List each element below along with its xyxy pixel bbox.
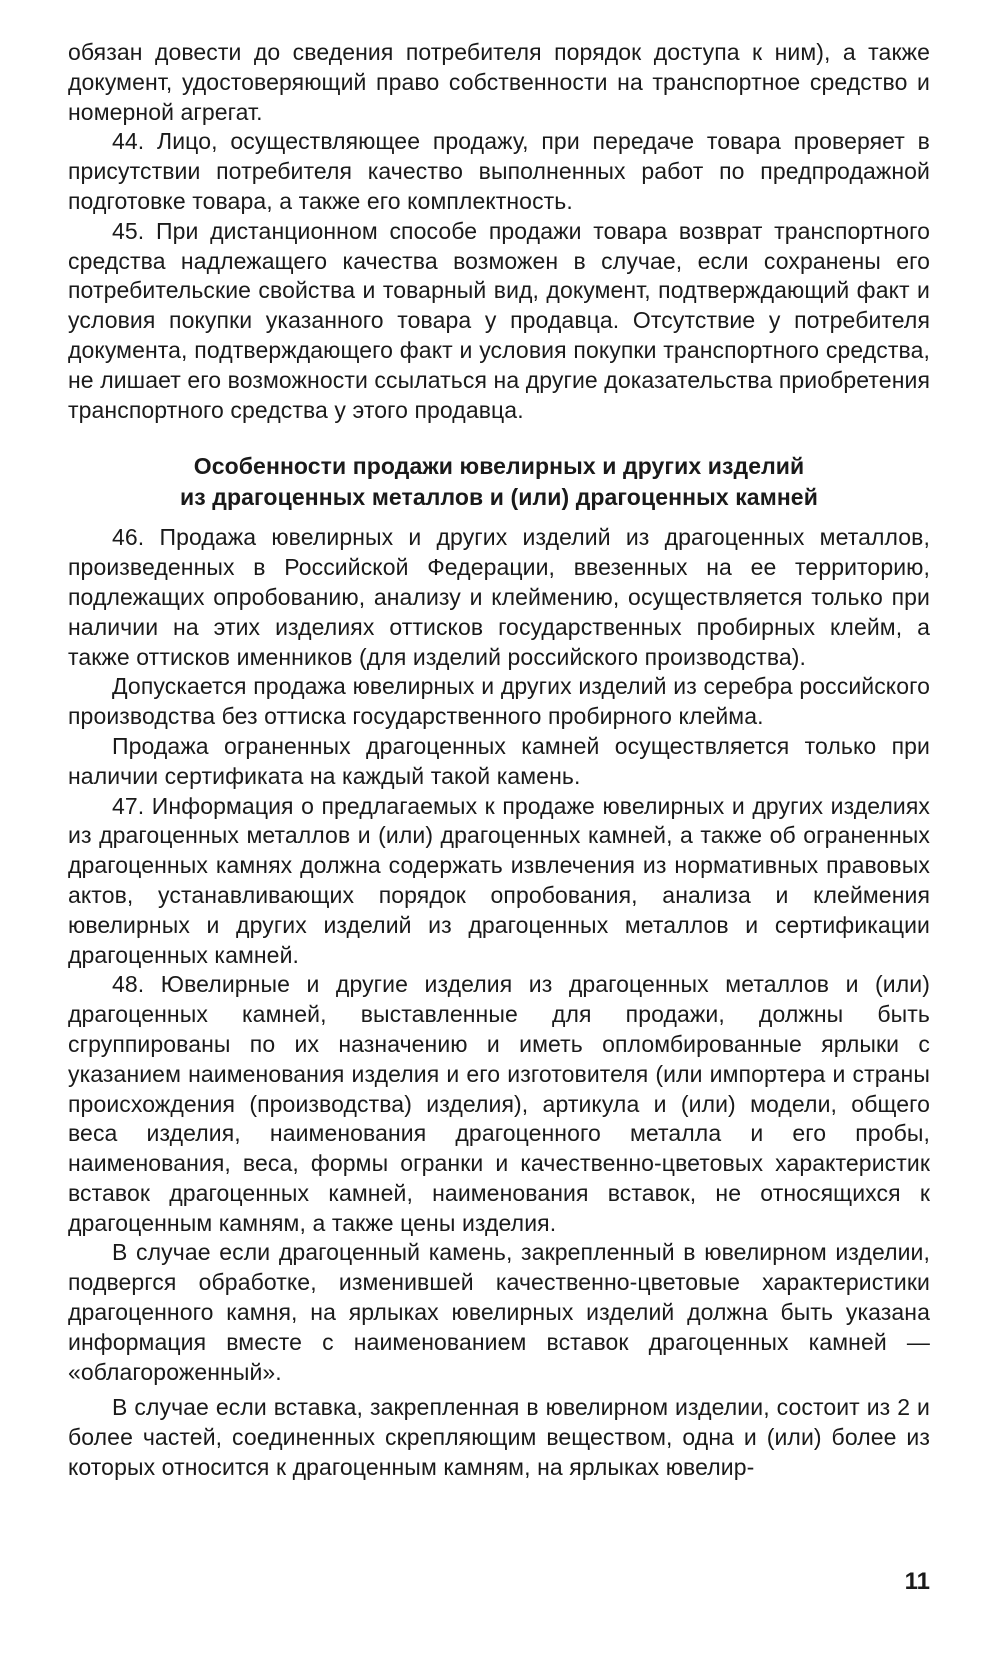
page-number: 11 bbox=[904, 1568, 930, 1595]
paragraph-cut-stones: Продажа ограненных драгоценных камней осуществляется только при наличии сертификата на каждый такой камень. bbox=[68, 732, 930, 789]
section-heading-line-2: из драгоценных металлов и (или) драгоценных камней bbox=[180, 484, 818, 511]
paragraph-47: 47. Информация о предлагаемых к продаже ювелирных и других изделиях из драгоценных металлов и (или) драгоценных камней, а также об ограненных драгоценных камнях должна содержать извлечения из нормативных правовых актов, устанавливающих порядок опробования, анализа и клеймения ювелирных и других изделий из драгоценных металлов и сертификации драгоценных камней. bbox=[68, 792, 930, 968]
paragraph-continuation: обязан довести до сведения потребителя порядок доступа к ним), а также документ, удостоверяющий право собственности на транспортное средство и номерной агрегат. bbox=[68, 39, 930, 125]
section-heading bbox=[68, 451, 930, 513]
paragraph-46: 46. Продажа ювелирных и других изделий из драгоценных металлов, произведенных в Российской Федерации, ввезенных на ее территорию, подлежащих опробованию, анализу и клеймению, осуществляется только при наличии на этих изделиях оттисков государственных пробирных клейм, а также оттисков именников (для изделий российского производства). bbox=[68, 524, 930, 670]
paragraph-composite-insert: В случае если вставка, закрепленная в ювелирном изделии, состоит из 2 и более частей, соединенных скрепляющим веществом, одна и (или) более из которых относится к драгоценным камням, на ярлыках ювелир- bbox=[68, 1394, 930, 1481]
paragraph-treated-stone: В случае если драгоценный камень, закрепленный в ювелирном изделии, подвергся обработке, изменившей качественно-цветовые характеристики драгоценного камня, на ярлыках ювелирных изделий должна быть указана информация вместе с наименованием вставок драгоценных камней — «облагороженный». bbox=[68, 1239, 930, 1385]
paragraph-45: 45. При дистанционном способе продажи товара возврат транспортного средства надлежащего качества возможен в случае, если сохранены его потребительские свойства и товарный вид, документ, подтверждающий факт и условия покупки указанного товара у продавца. Отсутствие у потребителя документа, подтверждающего факт и условия покупки транспортного средства, не лишает его возможности ссылаться на другие доказательства приобретения транспортного средства у этого продавца. bbox=[68, 217, 930, 423]
paragraph-48: 48. Ювелирные и другие изделия из драгоценных металлов и (или) драгоценных камней, выставленные для продажи, должны быть сгруппированы по их назначению и иметь опломбированные ярлыки с указанием наименования изделия и его изготовителя (или импортера и страны происхождения (производства) изделия), артикула и (или) модели, общего веса изделия, наименования драгоценного металла и его пробы, наименования, веса, формы огранки и качественно-цветовых характеристик вставок драгоценных камней, наименования вставок, не относящихся к драгоценным камням, а также цены изделия. bbox=[68, 971, 930, 1236]
paragraph-silver: Допускается продажа ювелирных и других изделий из серебра российского производства без оттиска государственного пробирного клейма. bbox=[68, 673, 930, 730]
section-heading-line-1: Особенности продажи ювелирных и других изделий bbox=[193, 453, 805, 480]
paragraph-44: 44. Лицо, осуществляющее продажу, при передаче товара проверяет в присутствии потребителя качество выполненных работ по предпродажной подготовке товара, а также его комплектность. bbox=[68, 128, 930, 214]
document-page bbox=[68, 38, 930, 1483]
